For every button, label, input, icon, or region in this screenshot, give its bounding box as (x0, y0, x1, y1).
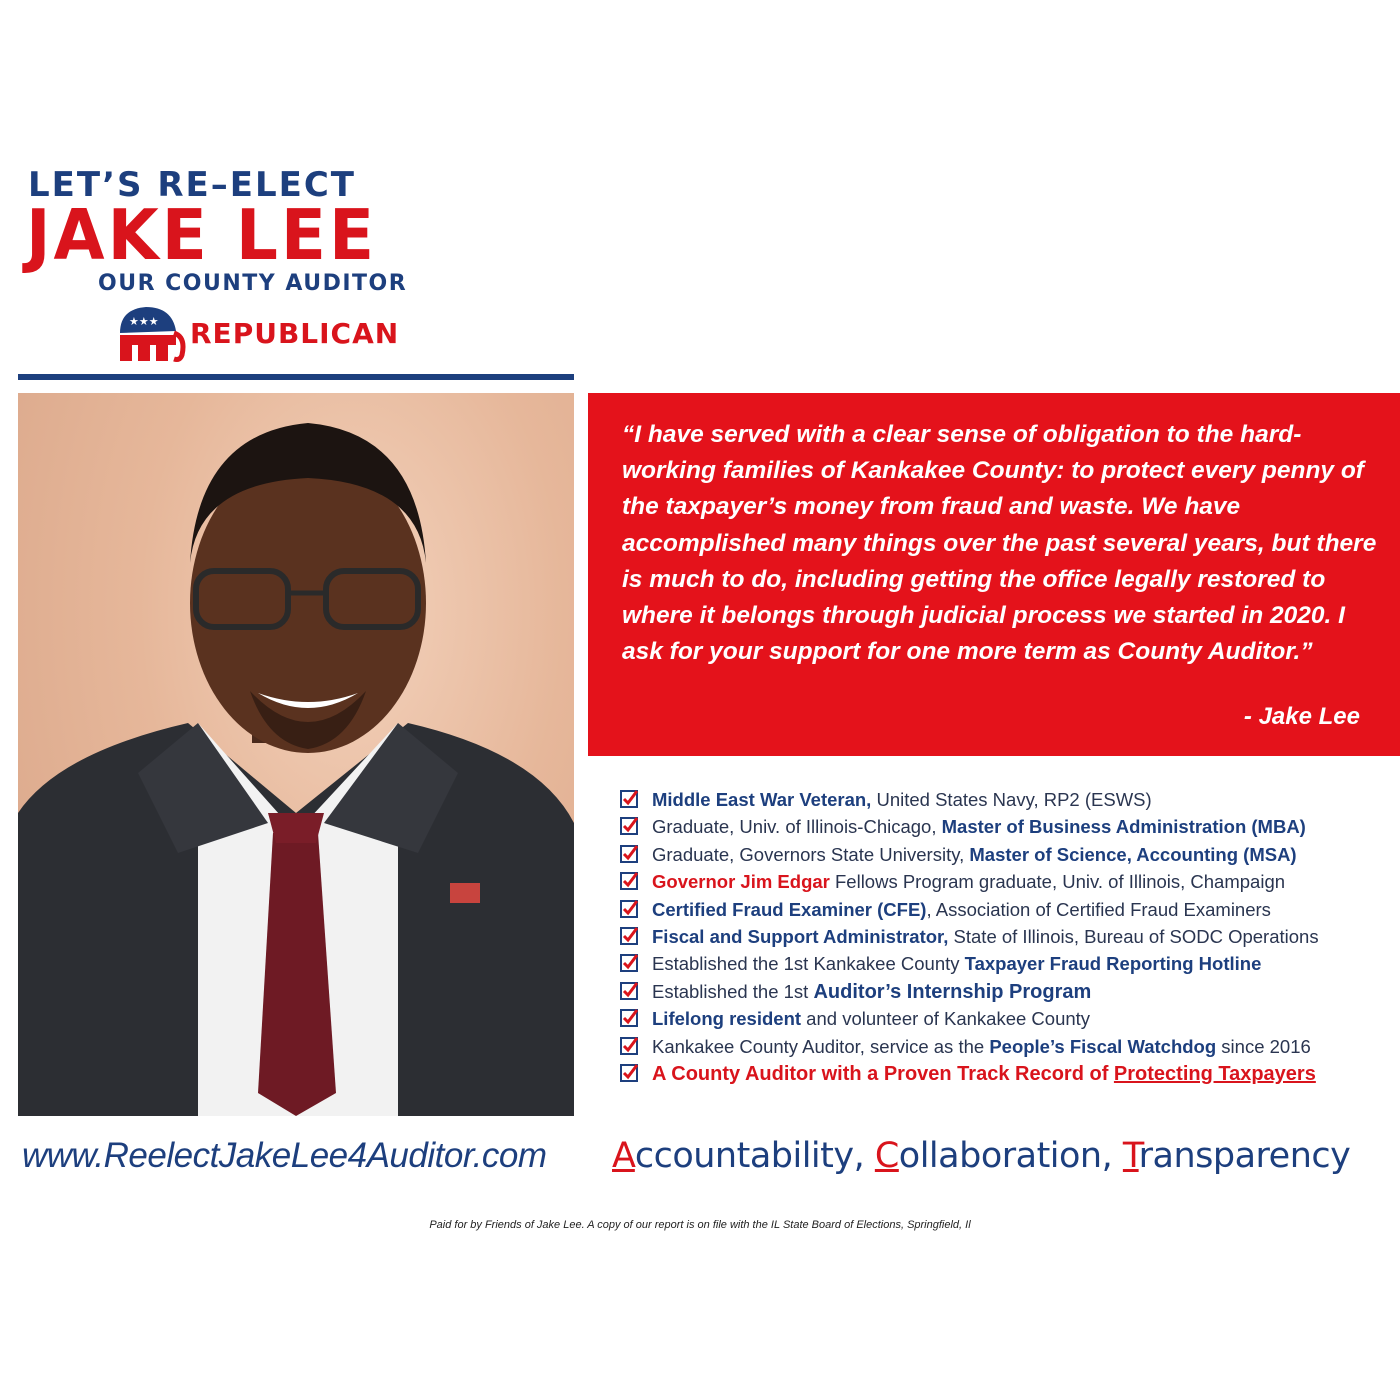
paid-for-disclaimer: Paid for by Friends of Jake Lee. A copy of our report is on file with the IL State Board of Elections, Springfield, Il (429, 1219, 971, 1231)
list-item-text: Lifelong resident and volunteer of Kankakee County (652, 1008, 1091, 1030)
campaign-logo (18, 165, 576, 380)
list-item-text: Middle East War Veteran, United States Navy, RP2 (ESWS) (652, 789, 1152, 810)
checkbox-icon (620, 872, 638, 890)
list-item-text: Kankakee County Auditor, service as the People’s Fiscal Watchdog since 2016 (652, 1035, 1311, 1057)
candidate-name: JAKE LEE (26, 194, 378, 276)
portrait-icon (18, 393, 574, 1116)
list-item (620, 923, 1400, 950)
checkbox-icon (620, 954, 638, 972)
checkbox-icon (620, 845, 638, 863)
campaign-website-link[interactable]: www.ReelectJakeLee4Auditor.com (22, 1136, 547, 1175)
checkbox-icon (620, 927, 638, 945)
checkbox-icon (620, 982, 638, 1000)
list-item (620, 786, 1400, 813)
checkbox-icon (620, 817, 638, 835)
list-item (620, 896, 1400, 923)
qualifications-list (620, 786, 1400, 1090)
list-item-text: Established the 1st Kankakee County Taxpayer Fraud Reporting Hotline (652, 953, 1262, 975)
header-line1: LET’S RE–ELECT (28, 165, 356, 205)
list-item (620, 841, 1400, 868)
checkbox-icon (620, 1064, 638, 1082)
list-item (620, 1060, 1400, 1090)
checkbox-icon (620, 1009, 638, 1027)
list-item-text: Graduate, Univ. of Illinois-Chicago, Master of Business Administration (MBA) (652, 816, 1306, 838)
list-item (620, 1005, 1400, 1032)
header-divider (18, 374, 574, 380)
list-item-text: Certified Fraud Examiner (CFE), Association of Certified Fraud Examiners (652, 898, 1271, 920)
svg-text:★★★: ★★★ (129, 315, 159, 328)
quote-text: “I have served with a clear sense of obligation to the hard-working families of Kankakee County: to protect every penny of the taxpayer’s money from fraud and waste. We have accomplished many things over the past several years, but there is much to do, including getting the office legally restored to where it belongs through judicial process we started in 2020. I ask for your support for one more term as County Auditor.” (622, 421, 1377, 666)
list-item (620, 978, 1400, 1005)
list-item-text: Governor Jim Edgar Fellows Program graduate, Univ. of Illinois, Champaign (652, 871, 1286, 893)
list-item (620, 950, 1400, 977)
elephant-icon (116, 303, 186, 365)
checkbox-icon (620, 790, 638, 808)
quote-attribution: - Jake Lee (1243, 703, 1360, 730)
checkbox-icon (620, 900, 638, 918)
list-item (620, 813, 1400, 840)
list-item (620, 868, 1400, 895)
list-item-text: Graduate, Governors State University, Master of Science, Accounting (MSA) (652, 843, 1297, 865)
candidate-photo (18, 393, 574, 1116)
list-item-text: Established the 1st Auditor’s Internship Program (652, 980, 1092, 1003)
checkbox-icon (620, 1037, 638, 1055)
list-item-text: A County Auditor with a Proven Track Record of Protecting Taxpayers (652, 1062, 1316, 1085)
list-item-text: Fiscal and Support Administrator, State of Illinois, Bureau of SODC Operations (652, 925, 1319, 947)
party-label: REPUBLICAN (190, 317, 400, 350)
header-subtitle: OUR COUNTY AUDITOR (98, 271, 408, 296)
campaign-slogan: Accountability, Collaboration, Transparency (612, 1136, 1351, 1176)
party-badge (116, 303, 536, 365)
list-item (620, 1033, 1400, 1060)
quote-panel (588, 393, 1400, 756)
